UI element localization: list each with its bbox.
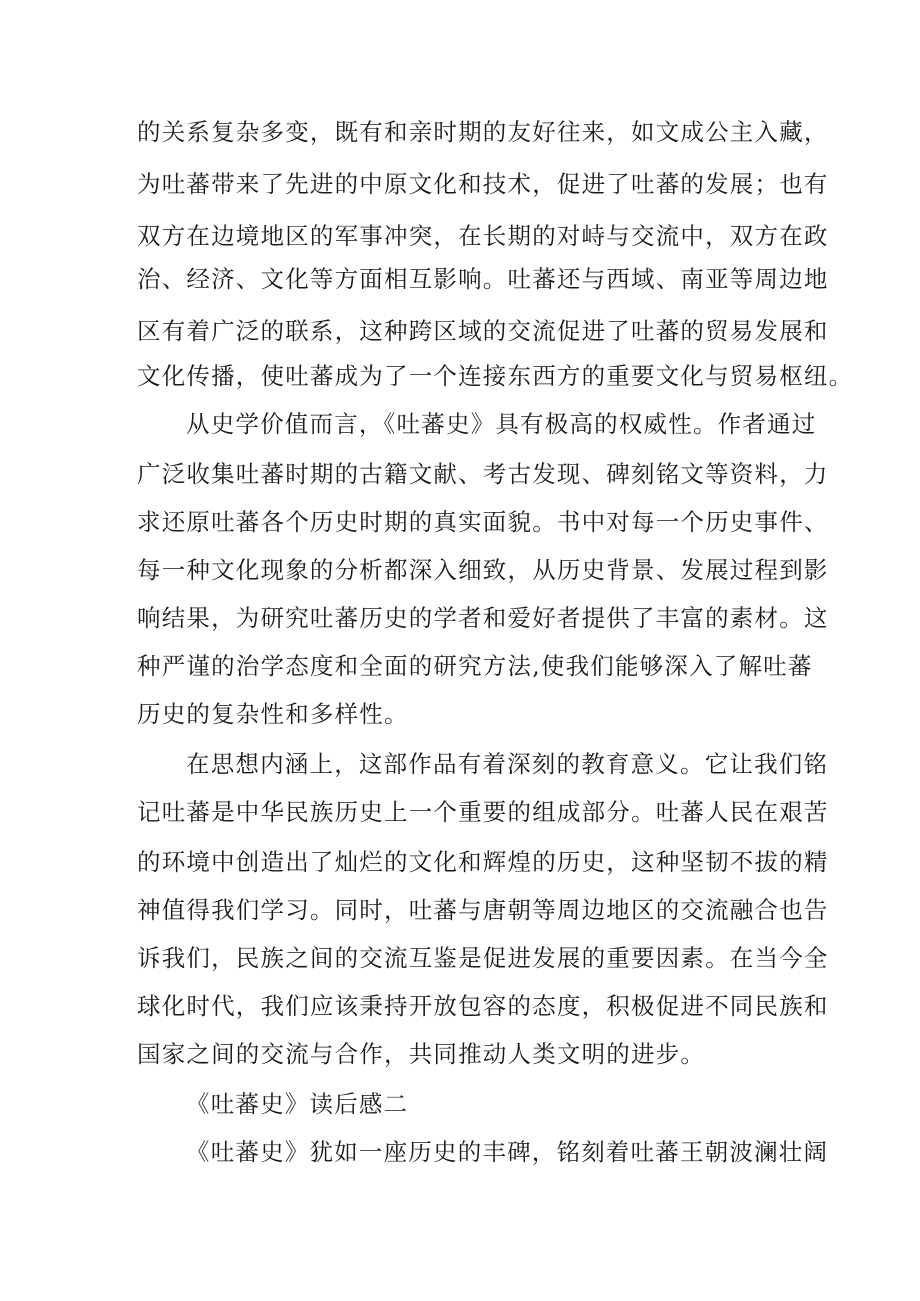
paragraph-line: 为吐蕃带来了先进的中原文化和技术，促进了吐蕃的发展；也有 — [137, 170, 829, 198]
paragraph-line: 《吐蕃史》犹如一座历史的丰碑，铭刻着吐蕃王朝波澜壮阔 — [186, 1138, 829, 1166]
paragraph-line: 的关系复杂多变，既有和亲时期的友好往来，如文成公主入藏， — [137, 118, 829, 146]
paragraph-line: 种严谨的治学态度和全面的研究方法,使我们能够深入了解吐蕃 — [137, 652, 813, 680]
paragraph-line: 记吐蕃是中华民族历史上一个重要的组成部分。吐蕃人民在艰苦 — [137, 798, 829, 826]
paragraph-line: 从史学价值而言，《吐蕃史》具有极高的权威性。作者通过 — [186, 410, 817, 438]
paragraph-line: 治、经济、文化等方面相互影响。吐蕃还与西域、南亚等周边地 — [137, 265, 829, 293]
paragraph-line: 球化时代，我们应该秉持开放包容的态度，积极促进不同民族和 — [137, 992, 829, 1020]
paragraph-line: 诉我们，民族之间的交流互鉴是促进发展的重要因素。在当今全 — [137, 944, 829, 972]
paragraph-line: 文化传播，使吐蕃成为了一个连接东西方的重要文化与贸易枢纽。 — [137, 362, 854, 390]
section-title: 《吐蕃史》读后感二 — [186, 1090, 409, 1118]
paragraph-line: 求还原吐蕃各个历史时期的真实面貌。书中对每一个历史事件、 — [137, 508, 829, 536]
paragraph-line: 历史的复杂性和多样性。 — [137, 700, 409, 728]
paragraph-line: 的环境中创造出了灿烂的文化和辉煌的历史，这种坚韧不拔的精 — [137, 848, 829, 876]
paragraph-line: 国家之间的交流与合作，共同推动人类文明的进步。 — [137, 1040, 706, 1068]
paragraph-line: 区有着广泛的联系，这种跨区域的交流促进了吐蕃的贸易发展和 — [137, 317, 829, 345]
paragraph-line: 神值得我们学习。同时，吐蕃与唐朝等周边地区的交流融合也告 — [137, 896, 829, 924]
paragraph-line: 双方在边境地区的军事冲突，在长期的对峙与交流中，双方在政 — [137, 222, 829, 250]
paragraph-line: 响结果，为研究吐蕃历史的学者和爱好者提供了丰富的素材。这 — [137, 604, 829, 632]
paragraph-line: 广泛收集吐蕃时期的古籍文献、考古发现、碑刻铭文等资料，力 — [137, 460, 829, 488]
paragraph-line: 每一种文化现象的分析都深入细致，从历史背景、发展过程到影 — [137, 556, 829, 584]
paragraph-line: 在思想内涵上，这部作品有着深刻的教育意义。它让我们铭 — [186, 750, 829, 778]
